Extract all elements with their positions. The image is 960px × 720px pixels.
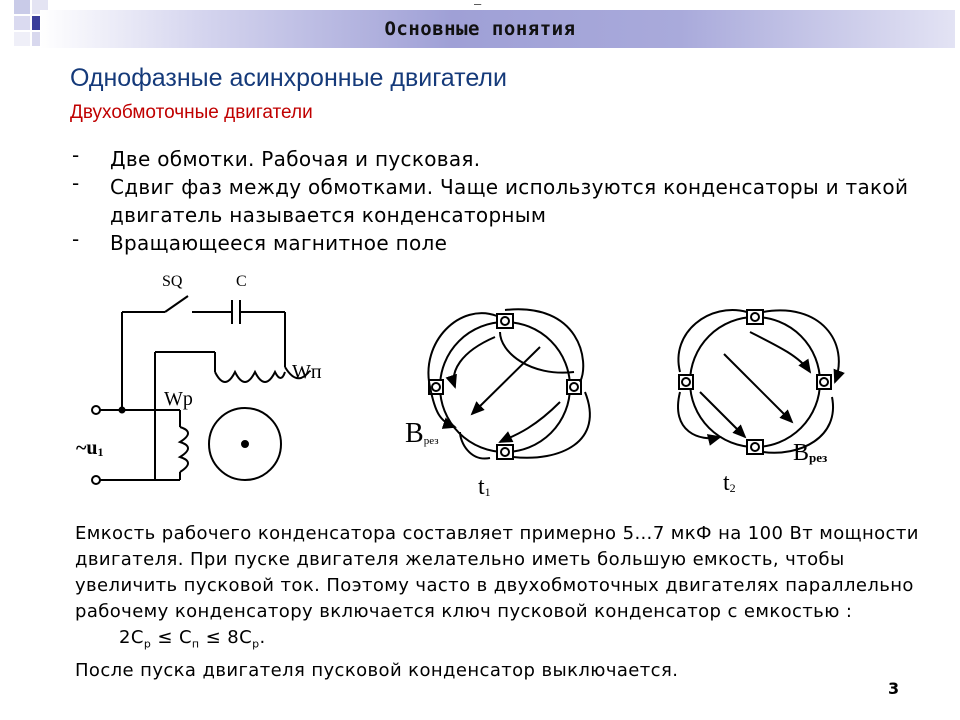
- run-winding-coil: [180, 427, 188, 472]
- slide-title: Однофазные асинхронные двигатели: [70, 64, 507, 92]
- bullet-item: - Вращающееся магнитное поле: [72, 227, 448, 255]
- source-label: ~u1: [76, 437, 104, 459]
- run-winding-label: Wр: [164, 388, 193, 410]
- terminal-top: [92, 406, 100, 414]
- bullet-marker: -: [72, 227, 80, 251]
- b-vector-t1: [472, 347, 540, 414]
- terminal-bottom: [92, 476, 100, 484]
- switch-label: SQ: [162, 273, 183, 290]
- switch-sq: [165, 296, 188, 312]
- closing-sentence: После пуска двигателя пусковой конденсатор выключается.: [75, 659, 679, 681]
- bullet-marker: -: [72, 171, 80, 195]
- t2-label: t2: [723, 470, 736, 496]
- start-winding-coil: [215, 372, 285, 382]
- field-diagram-t1: [428, 309, 589, 459]
- bullet-item: - Сдвиг фаз между обмотками. Чаще используются конденсаторы и такой двигатель называется конденсаторным: [72, 171, 909, 227]
- bullet-list: [72, 145, 952, 257]
- body-text: [75, 521, 945, 684]
- bullet-marker: -: [72, 143, 80, 167]
- slide-subtitle: Двухобмоточные двигатели: [70, 102, 313, 123]
- b-vector-t2: [724, 354, 792, 422]
- header-title: Основные понятия: [384, 18, 576, 40]
- b-label-t2: Bрез: [793, 440, 828, 466]
- capacitance-formula: $2C_р \le C_п \le 8C_р$.: [119, 627, 266, 651]
- body-paragraph: Емкость рабочего конденсатора составляет примерно 5…7 мкФ на 100 Вт мощности двигателя. При пуске двигателя желательно иметь большую емкость, чтобы увеличить пусковой ток. Поэтому часто в двухобмоточных двигателях параллельно рабочему конденсатору включается ключ пусковой конденсатор с емкостью :: [75, 523, 919, 622]
- b-label-t1: Bрез: [405, 418, 439, 449]
- motor-diagrams: [60, 262, 890, 512]
- t1-label: t1: [478, 474, 491, 500]
- header-mark: –: [474, 0, 482, 11]
- start-winding-label: Wп: [292, 361, 322, 383]
- capacitor-label: C: [236, 273, 247, 290]
- field-diagram-t2: [678, 310, 839, 454]
- circuit-schematic: [92, 296, 310, 484]
- page-number: 3: [888, 679, 900, 698]
- bullet-item: - Две обмотки. Рабочая и пусковая.: [72, 143, 481, 171]
